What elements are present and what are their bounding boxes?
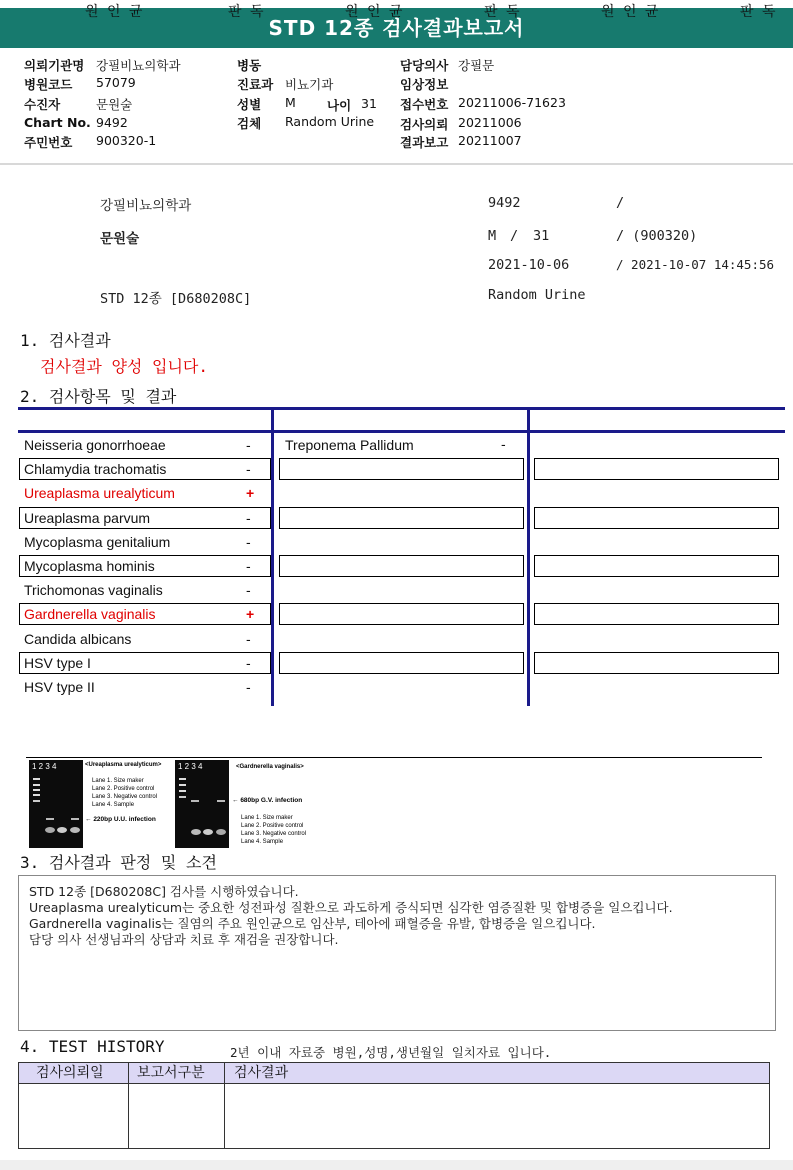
header-field-label: 접수번호 — [400, 97, 449, 112]
history-header-row — [18, 1062, 770, 1084]
col-header-pathogen: 원 인 균 — [601, 4, 659, 20]
pathogen-result: - — [246, 679, 251, 695]
col-header-result: 판 독 — [484, 4, 520, 20]
pathogen-result: - — [501, 436, 506, 452]
age-label: 나이 — [327, 98, 352, 113]
interpretation-box — [18, 875, 776, 1031]
pathogen-result: - — [246, 461, 251, 477]
section-1-title: 1. 검사결과 — [20, 331, 111, 350]
pathogen-name: Ureaplasma urealyticum — [24, 485, 175, 501]
column-divider — [527, 409, 530, 706]
pathogen-result: - — [246, 631, 251, 647]
pathogen-name: Candida albicans — [24, 631, 132, 647]
hospital-name: 강필비뇨의학과 — [100, 198, 192, 214]
col-header-result: 판 독 — [740, 4, 776, 20]
section-3-title: 3. 검사결과 판정 및 소견 — [20, 853, 217, 872]
pathogen-result: - — [246, 534, 251, 550]
empty-result-box — [534, 458, 779, 480]
history-col-request-date: 검사의뢰일 — [36, 1065, 104, 1081]
patient-name: 문원술 — [100, 231, 140, 247]
pathogen-result: + — [246, 606, 255, 622]
gel-panel-1-band-label: ← 220bp U.U. infection — [85, 816, 156, 823]
patient-sex: M — [488, 228, 497, 244]
empty-result-box — [279, 652, 524, 674]
test-name: STD 12종 [D680208C] — [100, 291, 252, 307]
pathogen-name: Treponema Pallidum — [285, 437, 414, 453]
header-field-label: 검사의뢰 — [400, 117, 449, 132]
pathogen-name: Ureaplasma parvum — [24, 510, 151, 526]
interpretation-line: Ureaplasma urealyticum는 중요한 성전파성 질환으로 과도하게 증식되면 심각한 염증질환 및 합병증을 일으킵니다. — [29, 900, 673, 915]
report-datetime: / 2021-10-07 14:45:56 — [616, 257, 775, 272]
col-header-pathogen: 원 인 균 — [85, 4, 143, 20]
header-field-value: 900320-1 — [96, 133, 157, 148]
header-field-value: 20211007 — [458, 133, 522, 148]
svg-text:1 2 3 4: 1 2 3 4 — [178, 762, 203, 771]
gel-panel-2-title: <Gardnerella vaginalis> — [236, 764, 304, 770]
header-field-label: 검체 — [237, 116, 262, 131]
svg-text:1 2 3 4: 1 2 3 4 — [32, 762, 57, 771]
header-field-value: 20211006 — [458, 115, 522, 130]
pathogen-result: - — [246, 558, 251, 574]
empty-result-box — [534, 652, 779, 674]
header-field-label: 병원코드 — [24, 77, 73, 92]
interpretation-line: STD 12종 [D680208C] 검사를 시행하였습니다. — [29, 884, 299, 899]
empty-result-box — [279, 555, 524, 577]
header-field-value: 비뇨기과 — [285, 77, 334, 92]
header-field-label: Chart No. — [24, 115, 91, 130]
header-field-label: 결과보고 — [400, 135, 449, 150]
empty-result-box — [534, 507, 779, 529]
pathogen-name: Gardnerella vaginalis — [24, 606, 156, 622]
header-field-value: Random Urine — [285, 114, 375, 129]
header-field-label: 의뢰기관명 — [24, 58, 85, 73]
header-field-value: 20211006-71623 — [458, 95, 566, 110]
empty-result-box — [279, 603, 524, 625]
header-field-label: 임상정보 — [400, 77, 449, 92]
overall-result: 검사결과 양성 입니다. — [40, 357, 209, 376]
pathogen-result: - — [246, 582, 251, 598]
empty-result-box — [534, 555, 779, 577]
history-col-divider — [224, 1062, 225, 1149]
section-4-title: 4. TEST HISTORY — [20, 1037, 165, 1056]
chart-number: 9492 — [488, 195, 521, 211]
gel-panel-2-band-label: ← 680bp G.V. infection — [232, 797, 303, 804]
slash: / — [616, 195, 625, 211]
header-field-label: 병동 — [237, 58, 262, 73]
pathogen-result: - — [246, 510, 251, 526]
history-col-divider — [128, 1062, 129, 1149]
pathogen-result: + — [246, 485, 255, 501]
report-title: STD 12종 검사결과보고서 — [0, 8, 793, 48]
pathogen-name: Mycoplasma genitalium — [24, 534, 171, 550]
pathogen-name: Trichomonas vaginalis — [24, 582, 163, 598]
header-field-value: 강필비뇨의학과 — [96, 58, 181, 73]
history-note: 2년 이내 자료중 병원,성명,생년월일 일치자료 입니다. — [230, 1045, 552, 1060]
table-top-line — [18, 407, 785, 410]
header-field-value: 9492 — [96, 115, 128, 130]
header-field-label: 수진자 — [24, 97, 61, 112]
request-date: 2021-10-06 — [488, 257, 570, 273]
pathogen-name: Neisseria gonorrhoeae — [24, 437, 166, 453]
header-field-label: 진료과 — [237, 77, 274, 92]
slash: / — [510, 228, 519, 244]
header-field-label: 담당의사 — [400, 58, 449, 73]
col-header-result: 판 독 — [228, 4, 264, 20]
gel-panel-2-lanes: Lane 1. Size maker Lane 2. Positive control Lane 3. Negative control Lane 4. Sample — [241, 815, 307, 845]
gel-image — [29, 760, 83, 848]
column-divider — [271, 409, 274, 706]
pathogen-result: - — [246, 655, 251, 671]
interpretation-line: Gardnerella vaginalis는 질염의 주요 원인균으로 임산부, 테아에 패혈증을 유발, 합병증을 일으킵니다. — [29, 916, 596, 931]
gel-image — [175, 760, 229, 848]
header-field-value: M — [285, 95, 296, 110]
specimen: Random Urine — [488, 287, 586, 303]
empty-result-box — [534, 603, 779, 625]
header-field-value: 문원술 — [96, 97, 133, 112]
divider — [0, 163, 793, 165]
gel-panel-1-lanes: Lane 1. Size maker Lane 2. Positive control Lane 3. Negative control Lane 4. Sample — [92, 778, 158, 808]
pathogen-name: HSV type I — [24, 655, 91, 671]
interpretation-line: 담당 의사 선생님과의 상담과 치료 후 재검을 권장합니다. — [29, 932, 339, 947]
pathogen-name: Chlamydia trachomatis — [24, 461, 167, 477]
gel-panel-1-title: <Ureaplasma urealyticum> — [85, 762, 162, 768]
section-2-title: 2. 검사항목 및 결과 — [20, 387, 177, 406]
patient-age: 31 — [533, 228, 550, 244]
history-col-report-type: 보고서구분 — [137, 1065, 205, 1081]
empty-result-box — [279, 458, 524, 480]
col-header-pathogen: 원 인 균 — [345, 4, 403, 20]
header-field-label: 성별 — [237, 97, 262, 112]
header-field-value: 강필문 — [458, 58, 495, 73]
pathogen-name: HSV type II — [24, 679, 95, 695]
patient-rrn: / (900320) — [616, 228, 698, 244]
pathogen-name: Mycoplasma hominis — [24, 558, 155, 574]
history-col-result: 검사결과 — [234, 1065, 289, 1081]
pathogen-result: - — [246, 437, 251, 453]
age-value: 31 — [361, 96, 377, 111]
header-field-value: 57079 — [96, 75, 136, 90]
header-field-label: 주민번호 — [24, 135, 73, 150]
empty-result-box — [279, 507, 524, 529]
